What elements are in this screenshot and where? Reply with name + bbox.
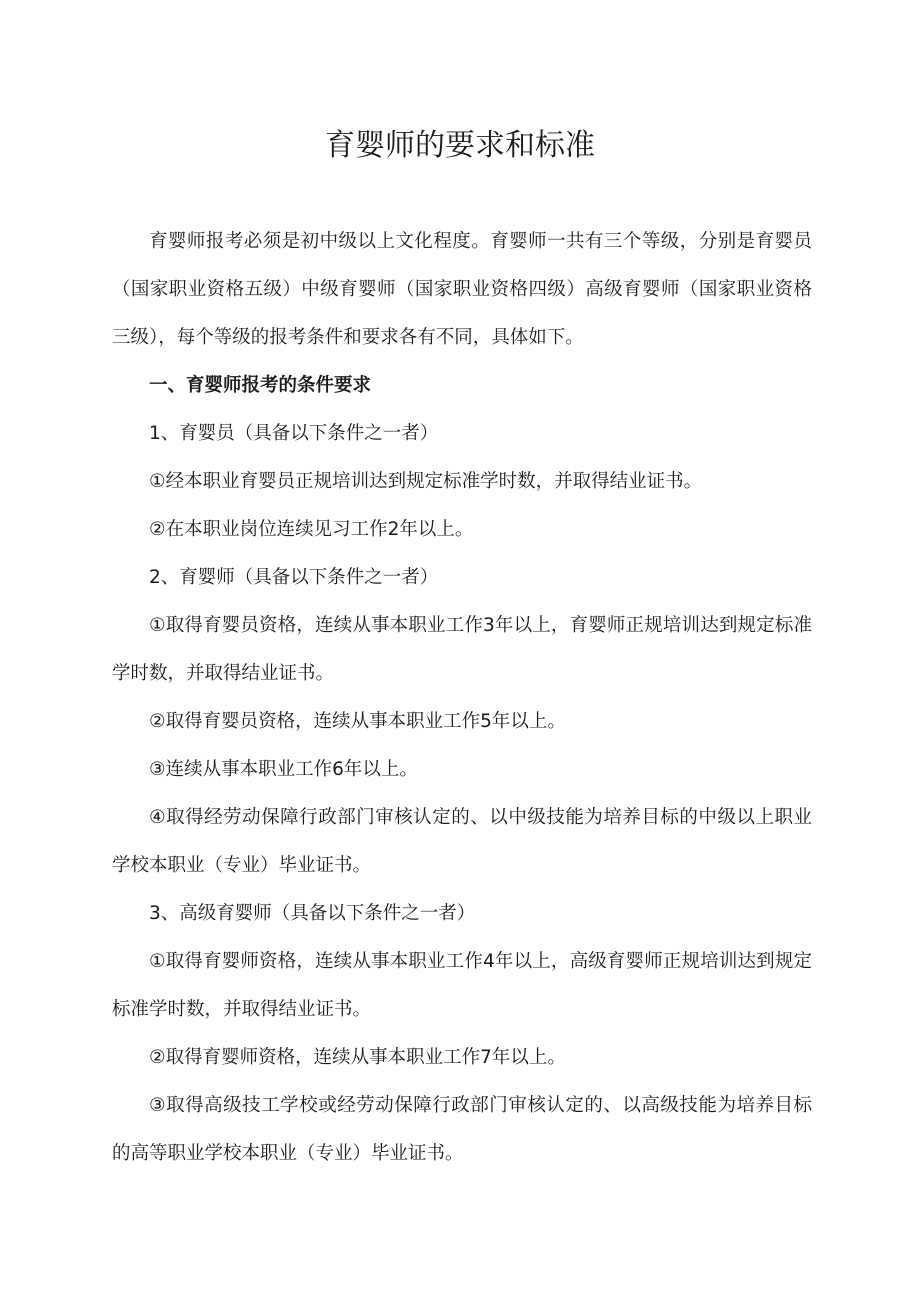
intro-paragraph: 育婴师报考必须是初中级以上文化程度。育婴师一共有三个等级，分别是育婴员（国家职业资格五级）中级育婴师（国家职业资格四级）高级育婴师（国家职业资格三级），每个等级的报考条件和要求各有不同，具体如下。 (112, 231, 812, 348)
condition-item: ③连续从事本职业工作6年以上。 (149, 759, 418, 780)
condition-item: ②取得育婴员资格，连续从事本职业工作5年以上。 (149, 711, 566, 732)
section-heading: 一、育婴师报考的条件要求 (149, 375, 372, 396)
condition-item: ①取得育婴员资格，连续从事本职业工作3年以上，育婴师正规培训达到规定标准学时数，并取得结业证书。 (112, 615, 812, 684)
condition-item: ②在本职业岗位连续见习工作2年以上。 (149, 519, 474, 540)
condition-item: ②取得育婴师资格，连续从事本职业工作7年以上。 (149, 1047, 566, 1068)
condition-item: ③取得高级技工学校或经劳动保障行政部门审核认定的、以高级技能为培养目标的高等职业学校本职业（专业）毕业证书。 (112, 1095, 812, 1164)
condition-item: ①取得育婴师资格，连续从事本职业工作4年以上，高级育婴师正规培训达到规定标准学时数，并取得结业证书。 (112, 951, 812, 1020)
subsection-heading-level-1: 1、育婴员（具备以下条件之一者） (149, 423, 439, 444)
document-body (112, 218, 812, 1178)
condition-item: ①经本职业育婴员正规培训达到规定标准学时数，并取得结业证书。 (149, 471, 703, 492)
subsection-heading-level-3: 3、高级育婴师（具备以下条件之一者） (149, 903, 476, 924)
subsection-heading-level-2: 2、育婴师（具备以下条件之一者） (149, 567, 439, 588)
document-title: 育婴师的要求和标准 (325, 128, 595, 163)
condition-item: ④取得经劳动保障行政部门审核认定的、以中级技能为培养目标的中级以上职业学校本职业（专业）毕业证书。 (112, 807, 812, 876)
